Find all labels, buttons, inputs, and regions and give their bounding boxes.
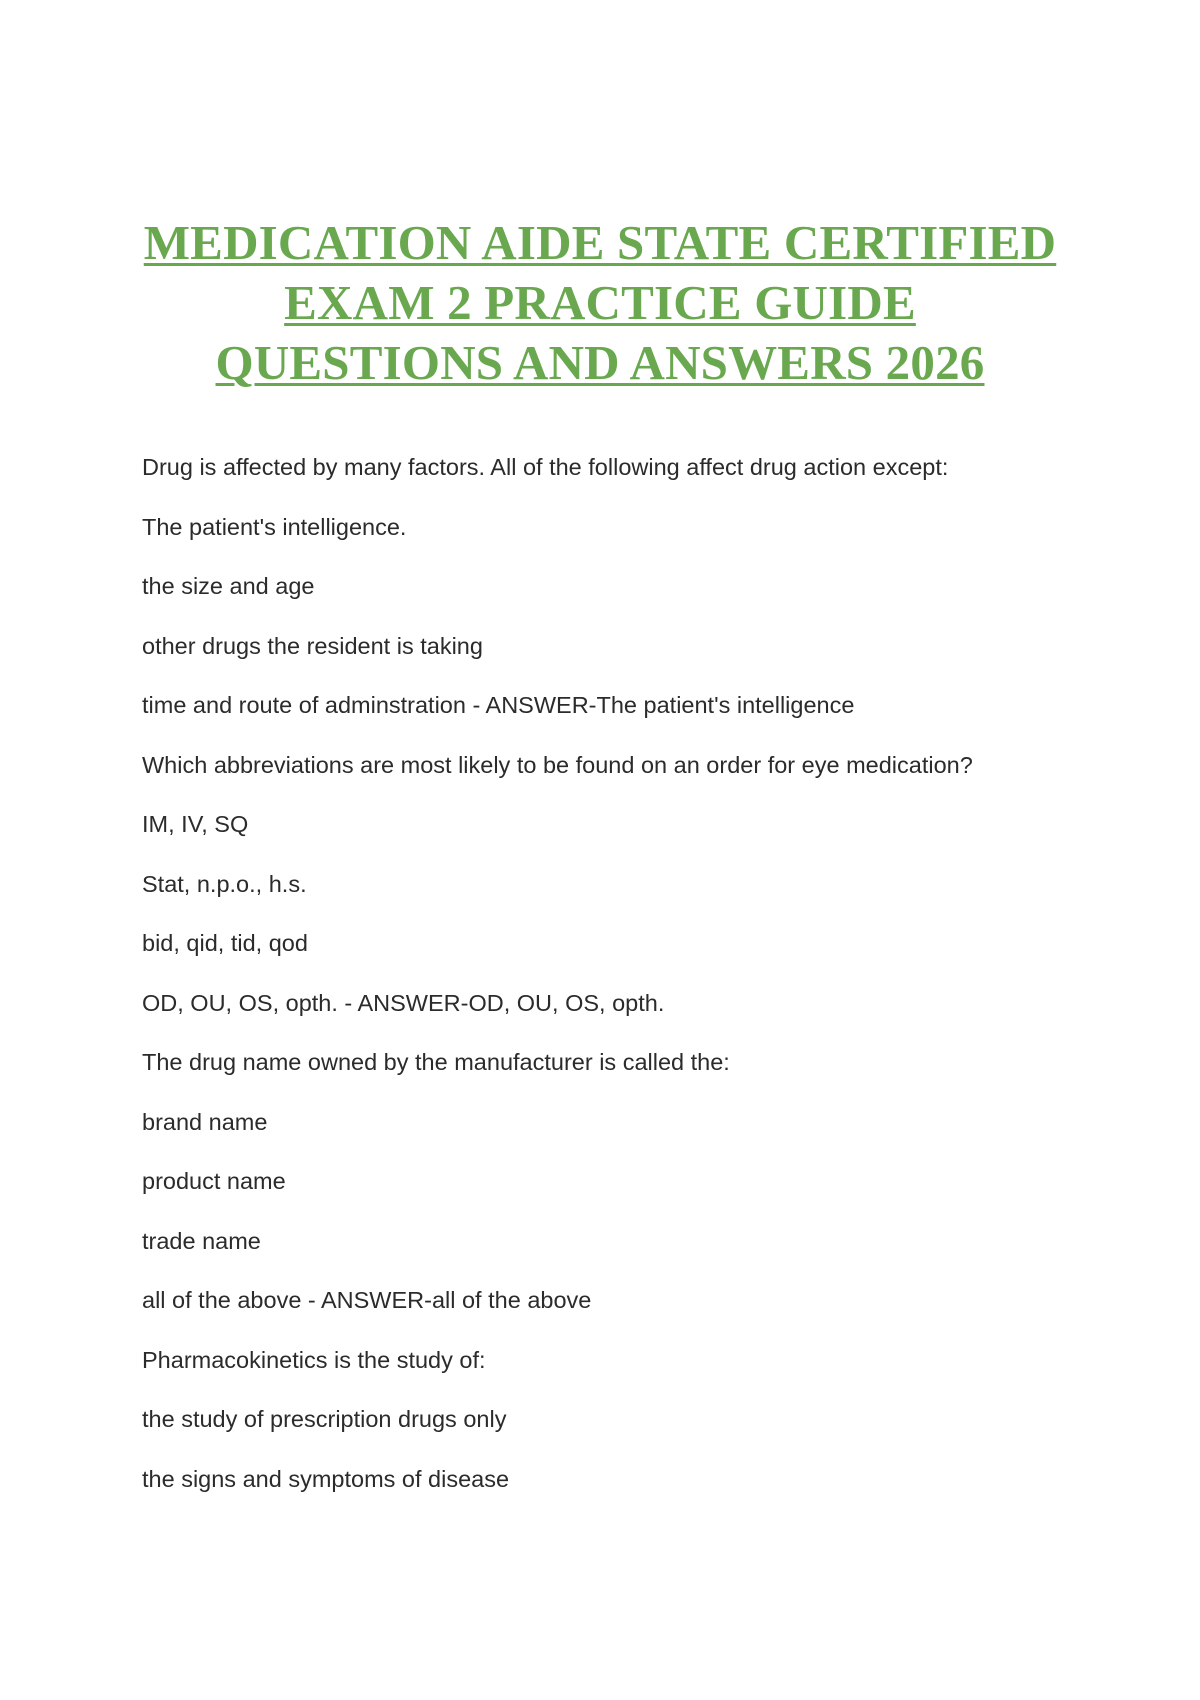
answer-option: trade name bbox=[142, 1227, 261, 1254]
answer-option-with-answer: OD, OU, OS, opth. - ANSWER-OD, OU, OS, opth. bbox=[142, 989, 665, 1016]
question-text: Pharmacokinetics is the study of: bbox=[142, 1346, 486, 1373]
answer-option: the size and age bbox=[142, 573, 315, 599]
title-line: QUESTIONS AND ANSWERS 2026 bbox=[215, 335, 985, 390]
answer-option-with-answer: all of the above - ANSWER-all of the above bbox=[142, 1287, 592, 1313]
answer-option: the signs and symptoms of disease bbox=[142, 1465, 510, 1492]
answer-option: product name bbox=[142, 1168, 286, 1194]
answer-option: the study of prescription drugs only bbox=[142, 1406, 507, 1432]
title-line: EXAM 2 PRACTICE GUIDE bbox=[284, 275, 916, 330]
answer-option: Stat, n.p.o., h.s. bbox=[142, 870, 307, 897]
title-line: MEDICATION AIDE STATE CERTIFIED bbox=[143, 215, 1057, 270]
question-text: Drug is affected by many factors. All of the following affect drug action except: bbox=[142, 454, 949, 480]
document-title bbox=[100, 213, 1100, 393]
answer-option: brand name bbox=[142, 1108, 268, 1135]
answer-option: bid, qid, tid, qod bbox=[142, 930, 308, 956]
answer-option-with-answer: time and route of adminstration - ANSWER-The patient's intelligence bbox=[142, 692, 855, 718]
question-text: Which abbreviations are most likely to be found on an order for eye medication? bbox=[142, 751, 973, 778]
question-list bbox=[142, 449, 1102, 1520]
question-text: The drug name owned by the manufacturer is called the: bbox=[142, 1049, 730, 1075]
answer-option: The patient's intelligence. bbox=[142, 513, 407, 540]
answer-option: IM, IV, SQ bbox=[142, 811, 249, 837]
answer-option: other drugs the resident is taking bbox=[142, 632, 483, 659]
